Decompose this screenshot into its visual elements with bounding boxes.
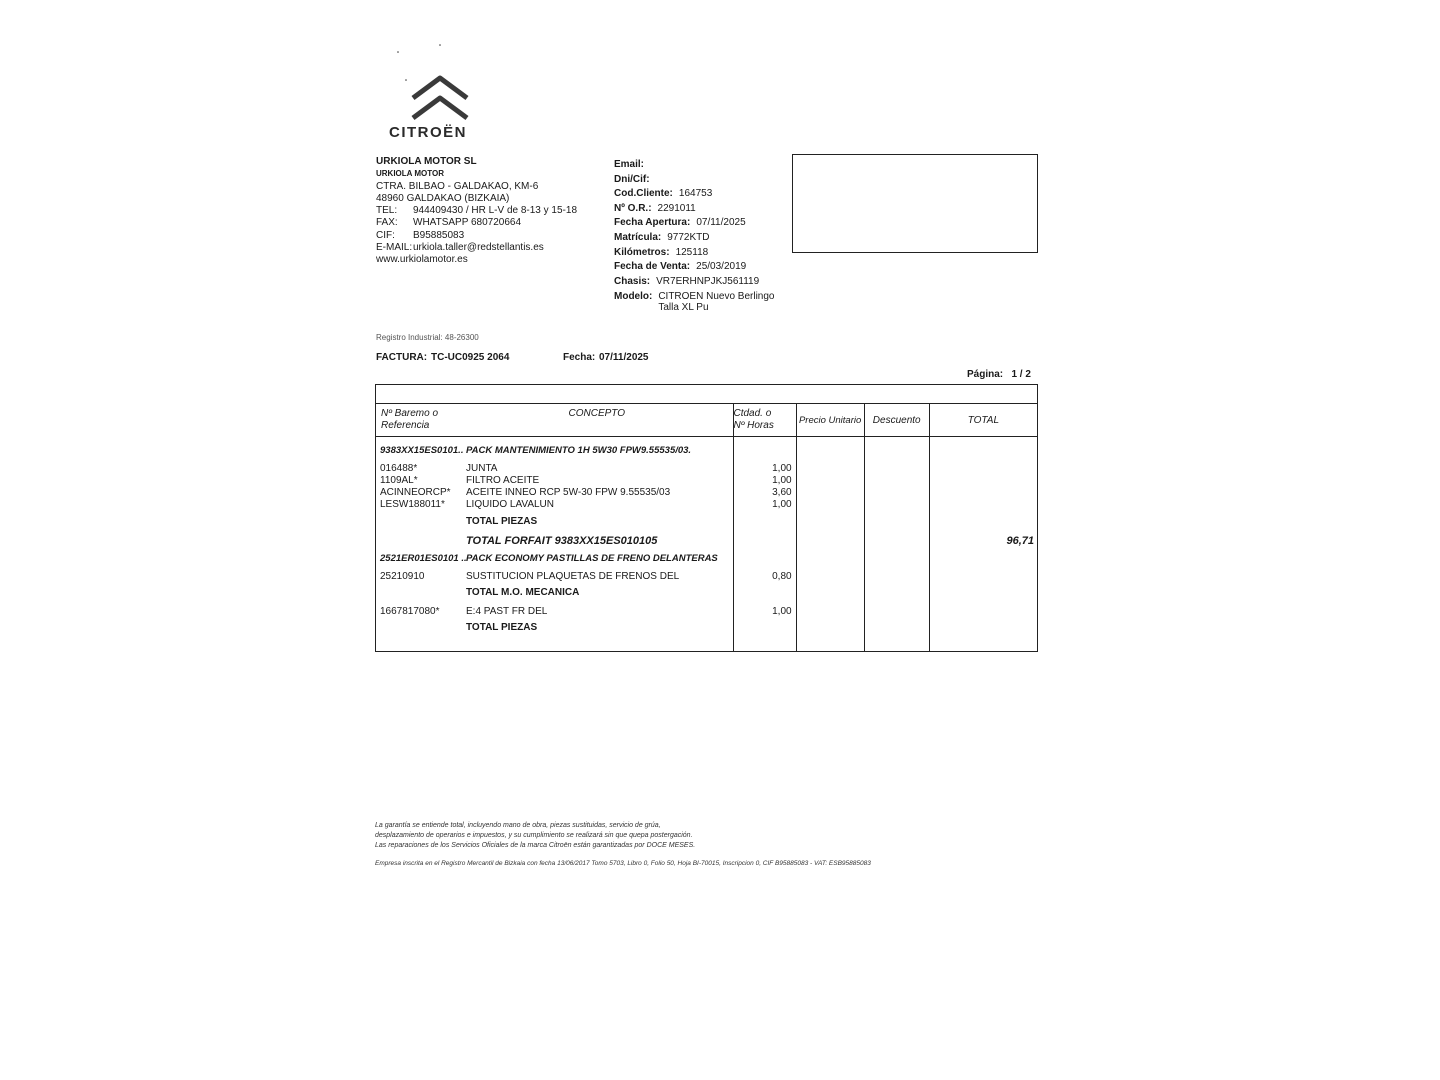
client-modelo-label: Modelo: bbox=[614, 291, 653, 303]
client-cod: 164753 bbox=[678, 188, 713, 200]
row-concepto: LIQUIDO LAVALUN bbox=[466, 499, 554, 510]
row-cantidad: 1,00 bbox=[772, 606, 792, 617]
items-table bbox=[375, 384, 1038, 652]
row-ref: 016488* bbox=[380, 463, 418, 474]
company-address-1: CTRA. BILBAO - GALDAKAO, KM-6 bbox=[376, 180, 539, 192]
company-web: www.urkiolamotor.es bbox=[376, 254, 468, 266]
row-cantidad: 3,60 bbox=[772, 487, 792, 498]
client-apertura: 07/11/2025 bbox=[696, 217, 746, 229]
client-km-label: Kilómetros: bbox=[614, 246, 670, 258]
client-chasis-label: Chasis: bbox=[614, 275, 651, 287]
address-window-box bbox=[792, 154, 1038, 253]
fax-label: FAX: bbox=[376, 217, 398, 229]
footer-line-2: desplazamiento de operarios e impuestos, y su cumplimiento se realizará sin que quepa postergación. bbox=[375, 831, 693, 839]
factura-label: FACTURA: bbox=[376, 352, 428, 363]
client-modelo-1: CITROEN Nuevo Berlingo bbox=[658, 291, 775, 303]
company-cif: B95885083 bbox=[413, 229, 465, 241]
col-precio bbox=[796, 437, 864, 652]
header-cant-1: Ctdad. o bbox=[733, 408, 772, 419]
client-modelo-2: Talla XL Pu bbox=[658, 302, 709, 314]
row-total: 96,71 bbox=[1006, 535, 1034, 547]
brand-name: CITROËN bbox=[389, 124, 467, 141]
company-subname: URKIOLA MOTOR bbox=[376, 169, 444, 179]
row-ref: ACINNEORCP* bbox=[380, 487, 451, 498]
company-name: URKIOLA MOTOR SL bbox=[376, 156, 477, 167]
pagina-label: Página: bbox=[967, 369, 1004, 380]
row-cantidad: 1,00 bbox=[772, 499, 792, 510]
client-km: 125118 bbox=[675, 246, 709, 258]
row-concepto: SUSTITUCION PLAQUETAS DE FRENOS DEL bbox=[466, 571, 680, 582]
client-chasis: VR7ERHNPJKJ561119 bbox=[656, 275, 760, 287]
factura-number: TC-UC0925 2064 bbox=[431, 352, 510, 363]
col-cantidad bbox=[733, 437, 796, 652]
registro-industrial: Registro Industrial: 48-26300 bbox=[376, 333, 479, 342]
header-ref-concepto bbox=[376, 404, 734, 437]
invoice-header bbox=[376, 352, 649, 363]
row-cantidad: 1,00 bbox=[772, 463, 792, 474]
header-concepto: CONCEPTO bbox=[568, 408, 625, 419]
col-concepto bbox=[376, 437, 734, 652]
header-cant-2: Nº Horas bbox=[733, 420, 774, 431]
header-total: TOTAL bbox=[929, 404, 1037, 437]
row-ref: 9383XX15ES0101.. bbox=[380, 445, 464, 456]
row-forfait: TOTAL FORFAIT 9383XX15ES010105 bbox=[466, 535, 658, 547]
row-concepto: JUNTA bbox=[466, 463, 498, 474]
row-concepto: FILTRO ACEITE bbox=[466, 475, 540, 486]
header-descuento: Descuento bbox=[864, 404, 929, 437]
row-ref: 25210910 bbox=[380, 571, 425, 582]
client-email-label: Email: bbox=[614, 159, 645, 170]
row-ref: 2521ER01ES0101 .. bbox=[380, 553, 467, 564]
row-ref: 1667817080* bbox=[380, 606, 440, 617]
row-ref: LESW188011* bbox=[380, 499, 445, 510]
company-address-2: 48960 GALDAKAO (BIZKAIA) bbox=[376, 192, 510, 204]
table-top-bar bbox=[376, 385, 1038, 404]
footer-line-1: La garantía se entiende total, incluyendo mano de obra, piezas sustituidas, servicio de grúa, bbox=[375, 822, 661, 829]
row-concepto: PACK MANTENIMIENTO 1H 5W30 FPW9.55535/03. bbox=[466, 445, 692, 456]
client-matricula-label: Matrícula: bbox=[614, 231, 662, 243]
client-or-label: Nº O.R.: bbox=[614, 202, 652, 214]
row-subtotal: TOTAL PIEZAS bbox=[466, 516, 538, 527]
company-info bbox=[376, 156, 577, 267]
page-indicator bbox=[967, 369, 1031, 380]
client-apertura-label: Fecha Apertura: bbox=[614, 217, 691, 229]
header-precio: Precio Unitario bbox=[796, 404, 864, 437]
row-concepto: ACEITE INNEO RCP 5W-30 FPW 9.55535/03 bbox=[466, 487, 671, 498]
warranty-text bbox=[375, 821, 695, 850]
row-cantidad: 1,00 bbox=[772, 475, 792, 486]
header-cantidad bbox=[733, 404, 796, 437]
col-descuento bbox=[864, 437, 929, 652]
client-or: 2291011 bbox=[657, 202, 696, 214]
company-tel: 944409430 / HR L-V de 8-13 y 15-18 bbox=[413, 205, 577, 217]
fecha-label: Fecha: bbox=[563, 352, 596, 363]
row-concepto: PACK ECONOMY PASTILLAS DE FRENO DELANTERAS bbox=[466, 553, 718, 564]
company-email: urkiola.taller@redstellantis.es bbox=[413, 242, 544, 254]
cif-label: CIF: bbox=[376, 229, 395, 241]
client-info bbox=[614, 158, 774, 313]
client-venta: 25/03/2019 bbox=[696, 261, 747, 273]
tel-label: TEL: bbox=[376, 205, 398, 217]
company-fax: WHATSAPP 680720664 bbox=[413, 217, 522, 229]
row-ref: 1109AL* bbox=[380, 475, 418, 486]
footer-line-3: Las reparaciones de los Servicios Oficiales de la marca Citroën están garantizadas por DOCE MESES. bbox=[375, 841, 696, 849]
pagina-value: 1 / 2 bbox=[1011, 369, 1031, 380]
row-subtotal: TOTAL PIEZAS bbox=[466, 622, 538, 633]
col-total bbox=[929, 437, 1037, 652]
row-subtotal: TOTAL M.O. MECANICA bbox=[466, 587, 580, 598]
email-label: E-MAIL: bbox=[376, 242, 413, 254]
header-ref-1: Nº Baremo o bbox=[381, 408, 439, 419]
fecha-value: 07/11/2025 bbox=[599, 352, 649, 363]
client-cod-label: Cod.Cliente: bbox=[614, 188, 673, 200]
registry-text: Empresa inscrita en el Registro Mercantil de Bizkaia con fecha 13/06/2017 Tomo 5703, Libro 0, Folio 50, Hoja BI-70015, Inscripcion 0, CIF B95885083 - VAT: ESB95885083 bbox=[375, 860, 871, 867]
client-dni-label: Dni/Cif: bbox=[614, 173, 650, 185]
client-matricula: 9772KTD bbox=[667, 231, 710, 243]
header-ref-2: Referencia bbox=[381, 420, 430, 431]
row-cantidad: 0,80 bbox=[772, 571, 792, 582]
client-venta-label: Fecha de Venta: bbox=[614, 261, 691, 273]
row-concepto: E:4 PAST FR DEL bbox=[466, 606, 548, 617]
